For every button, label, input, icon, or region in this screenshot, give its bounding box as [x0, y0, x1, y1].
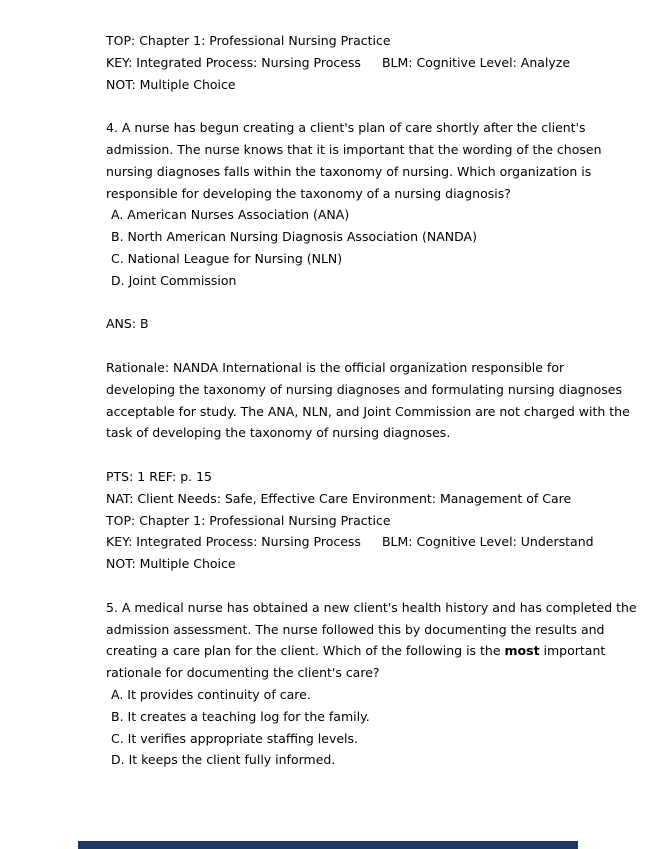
meta-top-line: TOP: Chapter 1: Professional Nursing Practice [106, 33, 391, 48]
question-4-rationale-line-3: acceptable for study. The ANA, NLN, and Joint Commission are not charged with the [106, 403, 630, 419]
meta-block-1 [106, 30, 607, 95]
question-4-answer: ANS: B [106, 316, 149, 332]
meta-key-blm-line [106, 531, 607, 553]
question-4-stem [106, 117, 607, 204]
question-4-stem-line-3: nursing diagnoses falls within the taxonomy of nursing. Which organization is [106, 163, 592, 179]
question-5-options [106, 684, 607, 771]
question-5-stem [106, 597, 637, 684]
question-5-stem-line-3-pre: creating a care plan for the client. Which of the following is the [106, 643, 505, 659]
question-5-stem-line-3 [106, 640, 607, 662]
question-4-option-a: A. American Nurses Association (ANA) [111, 207, 350, 223]
question-4-rationale-line-2: developing the taxonomy of nursing diagnoses and formulating nursing diagnoses [106, 381, 622, 397]
question-4-stem-line-2: admission. The nurse knows that it is important that the wording of the chosen [106, 141, 602, 157]
question-4-rationale [106, 357, 630, 444]
meta-key-text: KEY: Integrated Process: Nursing Process [106, 534, 361, 550]
question-4-option-c: C. National League for Nursing (NLN) [111, 250, 343, 266]
meta-block-2 [106, 466, 607, 575]
question-4-answer-block [106, 313, 607, 335]
question-4-stem-line-1: 4. A nurse has begun creating a client's plan of care shortly after the client's [106, 120, 586, 136]
question-5-option-c: C. It verifies appropriate staffing levels. [111, 730, 358, 746]
meta-blm-text: BLM: Cognitive Level: Understand [381, 534, 594, 550]
question-4-option-b: B. North American Nursing Diagnosis Association (NANDA) [111, 229, 477, 245]
question-5-stem-line-2: admission assessment. The nurse followed this by documenting the results and [106, 621, 605, 637]
meta-not-line: NOT: Multiple Choice [106, 556, 236, 572]
question-4-option-d: D. Joint Commission [111, 272, 237, 288]
meta-pts-ref-line: PTS: 1 REF: p. 15 [106, 468, 212, 484]
question-5-stem-line-1: 5. A medical nurse has obtained a new client's health history and has completed the [106, 599, 637, 615]
question-5-stem-bold-word: most [504, 643, 540, 659]
question-5-option-a: A. It provides continuity of care. [111, 686, 311, 702]
meta-key-blm-line [106, 52, 607, 74]
meta-key-text: KEY: Integrated Process: Nursing Process [106, 54, 361, 70]
question-4-rationale-line-1: Rationale: NANDA International is the official organization responsible for [106, 359, 565, 375]
question-4-options [106, 204, 607, 291]
question-4-rationale-line-4: task of developing the taxonomy of nursing diagnoses. [106, 425, 451, 441]
meta-not-line: NOT: Multiple Choice [106, 76, 236, 92]
question-5-option-b: B. It creates a teaching log for the family. [111, 708, 370, 724]
question-5-stem-line-4: rationale for documenting the client's care? [106, 665, 380, 681]
meta-nat-line: NAT: Client Needs: Safe, Effective Care Environment: Management of Care [106, 490, 572, 506]
question-5-stem-line-3-post: important [539, 643, 606, 659]
meta-blm-text: BLM: Cognitive Level: Analyze [381, 54, 571, 70]
question-5-option-d: D. It keeps the client fully informed. [111, 752, 336, 768]
question-4-stem-line-4: responsible for developing the taxonomy of a nursing diagnosis? [106, 185, 511, 201]
page-break-bar [78, 841, 578, 849]
meta-top-line: TOP: Chapter 1: Professional Nursing Practice [106, 512, 391, 528]
